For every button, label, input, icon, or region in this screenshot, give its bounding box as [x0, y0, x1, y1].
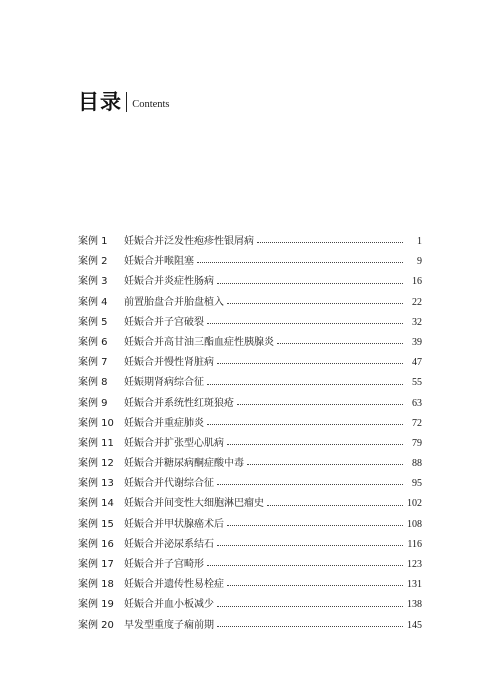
- toc-case-number: 案例 10: [78, 417, 114, 429]
- toc-dot-leader: [227, 584, 403, 586]
- toc-case-number: 案例 19: [78, 599, 114, 611]
- toc-dot-leader: [207, 423, 403, 425]
- toc-entry-title: 妊娠合并代谢综合征: [124, 478, 214, 490]
- toc-entry[interactable]: [78, 434, 422, 454]
- toc-dot-leader: [257, 241, 403, 243]
- toc-page-number: 16: [412, 276, 422, 288]
- toc-dot-leader: [267, 504, 403, 506]
- toc-page-number: 138: [407, 599, 422, 611]
- toc-page-number: 116: [407, 538, 422, 550]
- toc-entry[interactable]: [78, 394, 422, 414]
- toc-entry[interactable]: [78, 494, 422, 514]
- toc-list: [78, 232, 422, 636]
- toc-entry-title: 妊娠合并子宫畸形: [124, 559, 204, 570]
- toc-entry-title: 妊娠合并子宫破裂: [124, 316, 204, 328]
- toc-entry[interactable]: [78, 313, 422, 333]
- toc-dot-leader: [207, 322, 403, 324]
- toc-page-number: 1: [417, 236, 422, 247]
- toc-entry-title: 妊娠合并慢性肾脏病: [124, 357, 214, 369]
- toc-case-number: 案例 8: [78, 377, 108, 389]
- toc-case-number: 案例 16: [78, 538, 114, 550]
- toc-page-number: 22: [412, 296, 422, 308]
- toc-case-number: 案例 20: [78, 619, 114, 631]
- toc-entry[interactable]: [78, 373, 422, 393]
- toc-dot-leader: [197, 261, 403, 263]
- toc-page-number: 102: [407, 498, 422, 510]
- toc-case-number: 案例 14: [78, 498, 114, 510]
- toc-case-number: 案例 18: [78, 579, 114, 591]
- toc-case-number: 案例 2: [78, 256, 108, 268]
- toc-page-number: 9: [417, 256, 422, 268]
- toc-dot-leader: [237, 403, 403, 405]
- toc-dot-leader: [217, 282, 403, 284]
- heading-title-cn: 目录: [78, 90, 122, 114]
- toc-entry-title: 妊娠合并泛发性疱疹性银屑病: [124, 236, 254, 247]
- toc-entry-title: 早发型重度子痫前期: [124, 619, 214, 631]
- toc-case-number: 案例 5: [78, 316, 108, 328]
- toc-entry[interactable]: [78, 515, 422, 535]
- toc-dot-leader: [207, 564, 403, 566]
- toc-entry[interactable]: [78, 353, 422, 373]
- toc-entry-title: 妊娠合并甲状腺癌术后: [124, 518, 224, 530]
- toc-entry-title: 妊娠合并泌尿系结石: [124, 538, 214, 550]
- toc-entry[interactable]: [78, 272, 422, 292]
- toc-case-number: 案例 3: [78, 276, 108, 288]
- toc-entry-title: 妊娠合并高甘油三酯血症性胰腺炎: [124, 336, 274, 348]
- toc-entry[interactable]: [78, 293, 422, 313]
- toc-entry[interactable]: [78, 414, 422, 434]
- toc-case-number: 案例 7: [78, 357, 108, 369]
- toc-page-number: 32: [412, 316, 422, 328]
- toc-entry-title: 妊娠合并扩张型心肌病: [124, 437, 224, 449]
- toc-entry-title: 妊娠合并重症肺炎: [124, 417, 204, 429]
- toc-case-number: 案例 1: [78, 236, 108, 247]
- heading-divider: [126, 92, 127, 112]
- toc-entry-title: 妊娠期肾病综合征: [124, 377, 204, 389]
- toc-entry[interactable]: [78, 252, 422, 272]
- toc-dot-leader: [227, 302, 403, 304]
- toc-entry[interactable]: [78, 333, 422, 353]
- toc-dot-leader: [227, 524, 403, 526]
- toc-entry-title: 妊娠合并喉阻塞: [124, 256, 194, 268]
- toc-case-number: 案例 13: [78, 478, 114, 490]
- toc-page-number: 79: [412, 437, 422, 449]
- toc-case-number: 案例 17: [78, 559, 114, 570]
- toc-page-number: 55: [412, 377, 422, 389]
- toc-page-number: 47: [412, 357, 422, 369]
- toc-page-number: 72: [412, 417, 422, 429]
- toc-entry-title: 妊娠合并血小板减少: [124, 599, 214, 611]
- toc-dot-leader: [217, 605, 403, 607]
- toc-page-number: 123: [407, 559, 422, 570]
- toc-dot-leader: [217, 625, 403, 627]
- toc-entry-title: 妊娠合并遗传性易栓症: [124, 579, 224, 591]
- toc-dot-leader: [277, 342, 403, 344]
- toc-case-number: 案例 12: [78, 458, 114, 470]
- toc-entry[interactable]: [78, 595, 422, 615]
- toc-entry[interactable]: [78, 232, 422, 252]
- toc-dot-leader: [247, 463, 403, 465]
- toc-entry[interactable]: [78, 555, 422, 575]
- toc-entry-title: 妊娠合并间变性大细胞淋巴瘤史: [124, 498, 264, 510]
- toc-page-number: 95: [412, 478, 422, 490]
- toc-entry-title: 妊娠合并糖尿病酮症酸中毒: [124, 458, 244, 470]
- toc-dot-leader: [217, 544, 403, 546]
- toc-page-number: 63: [412, 397, 422, 409]
- toc-page-number: 145: [407, 619, 422, 631]
- toc-entry[interactable]: [78, 616, 422, 636]
- toc-case-number: 案例 4: [78, 296, 108, 308]
- toc-entry-title: 妊娠合并炎症性肠病: [124, 276, 214, 288]
- toc-page-number: 108: [407, 518, 422, 530]
- toc-heading: [78, 88, 170, 114]
- toc-page-number: 88: [412, 458, 422, 470]
- toc-case-number: 案例 9: [78, 397, 108, 409]
- toc-dot-leader: [227, 443, 403, 445]
- toc-dot-leader: [217, 362, 403, 364]
- toc-page-number: 39: [412, 336, 422, 348]
- toc-entry[interactable]: [78, 454, 422, 474]
- toc-entry[interactable]: [78, 575, 422, 595]
- toc-case-number: 案例 15: [78, 518, 114, 530]
- toc-dot-leader: [207, 383, 403, 385]
- toc-dot-leader: [217, 483, 403, 485]
- heading-title-en: Contents: [132, 99, 170, 110]
- toc-page-number: 131: [407, 579, 422, 591]
- toc-case-number: 案例 11: [78, 437, 114, 449]
- toc-entry-title: 妊娠合并系统性红斑狼疮: [124, 397, 234, 409]
- toc-entry-title: 前置胎盘合并胎盘植入: [124, 296, 224, 308]
- toc-entry[interactable]: [78, 474, 422, 494]
- toc-case-number: 案例 6: [78, 336, 108, 348]
- toc-entry[interactable]: [78, 535, 422, 555]
